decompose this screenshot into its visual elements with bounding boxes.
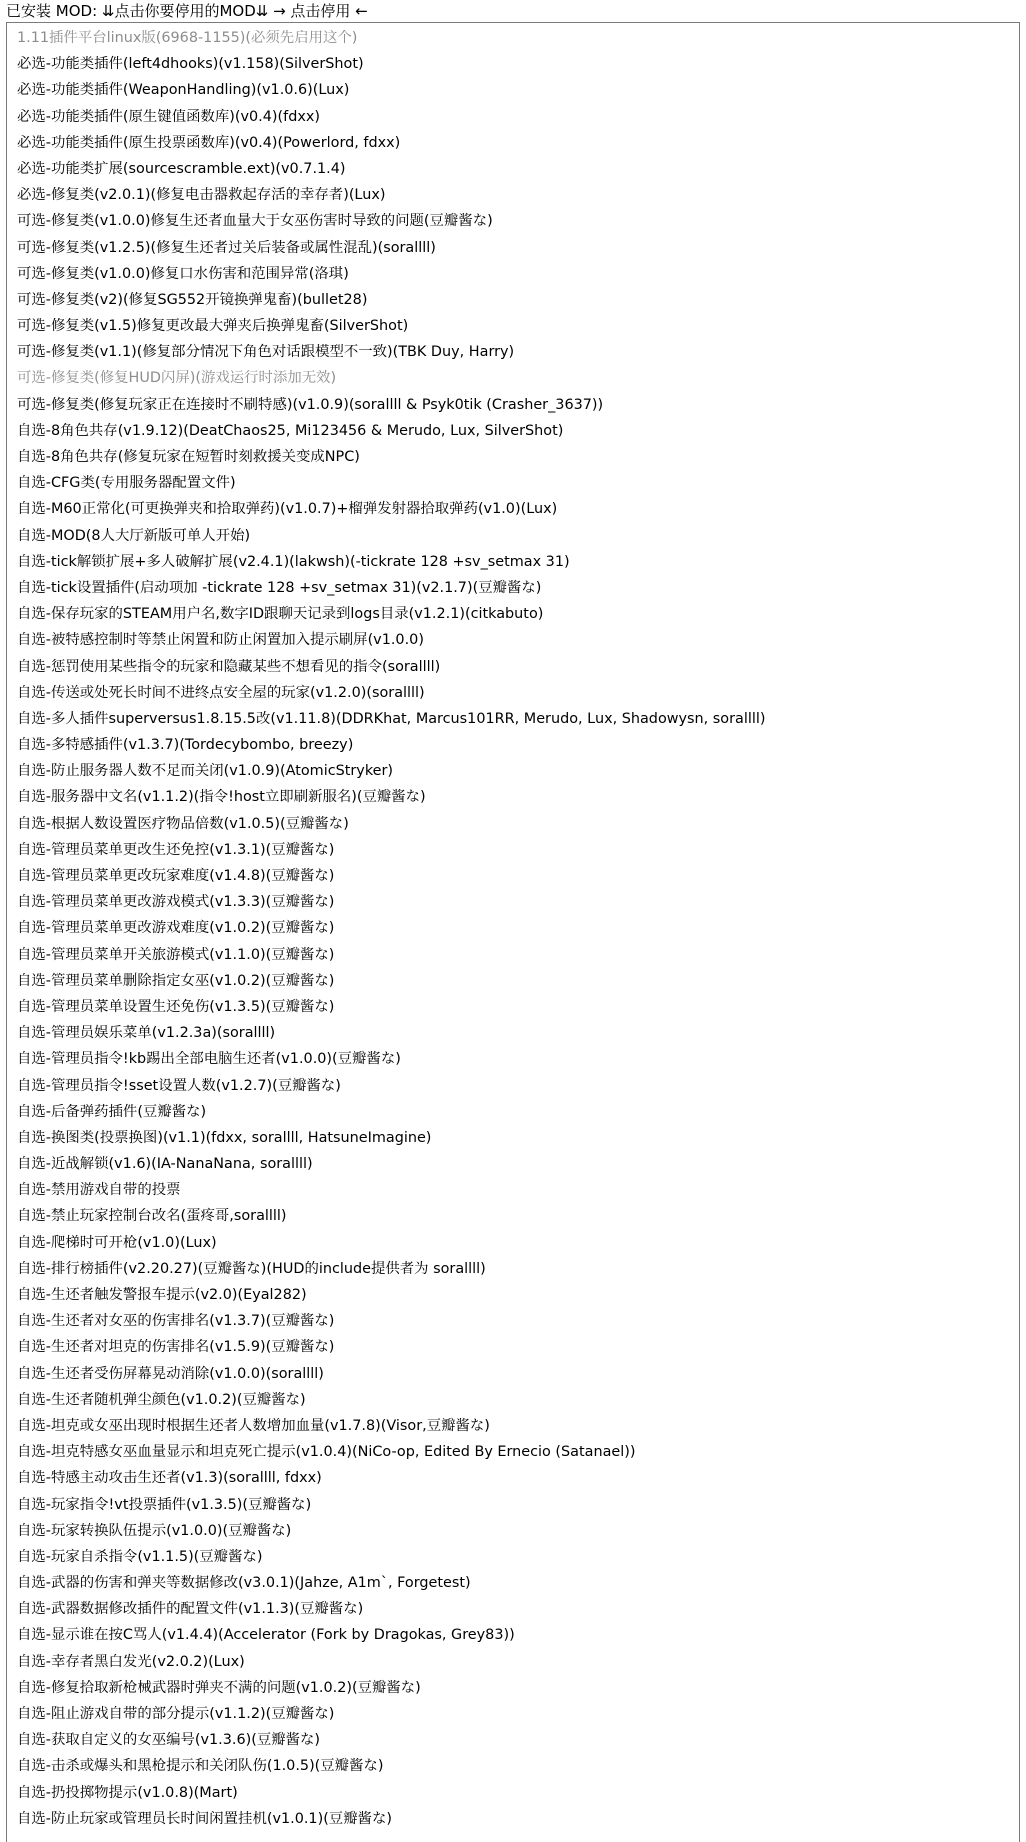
mod-list-item[interactable]: 自选-玩家转换队伍提示(v1.0.0)(豆瓣酱な) xyxy=(17,1522,292,1539)
mod-list-item[interactable]: 自选-多人插件superversus1.8.15.5改(v1.11.8)(DDRKhat, Marcus101RR, Merudo, Lux, Shadowysn, sorallll) xyxy=(17,710,766,727)
installed-mods-items xyxy=(7,25,1019,1832)
mod-list-item[interactable]: 自选-多特感插件(v1.3.7)(Tordecybombo, breezy) xyxy=(17,737,354,754)
mod-list-item[interactable]: 自选-防止玩家或管理员长时间闲置挂机(v1.0.1)(豆瓣酱な) xyxy=(17,1810,392,1827)
mod-list-item[interactable]: 自选-8角色共存(修复玩家在短暂时刻救援关变成NPC) xyxy=(17,449,360,465)
mod-list-item[interactable]: 自选-显示谁在按C骂人(v1.4.4)(Accelerator (Fork by Dragokas, Grey83)) xyxy=(17,1627,515,1644)
mod-list-item[interactable]: 自选-生还者受伤屏幕晃动消除(v1.0.0)(sorallll) xyxy=(17,1365,324,1382)
mod-list-item[interactable]: 自选-tick解锁扩展+多人破解扩展(v2.4.1)(lakwsh)(-tickrate 128 +sv_setmax 31) xyxy=(17,553,570,570)
mod-list-item[interactable]: 必选-功能类插件(left4dhooks)(v1.158)(SilverShot) xyxy=(17,56,364,73)
mod-list-item[interactable]: 自选-防止服务器人数不足而关闭(v1.0.9)(AtomicStryker) xyxy=(17,763,394,780)
mod-list-item[interactable]: 自选-击杀或爆头和黑枪提示和关闭队伤(1.0.5)(豆瓣酱な) xyxy=(17,1758,384,1775)
mod-list-item[interactable]: 自选-特感主动攻击生还者(v1.3)(sorallll, fdxx) xyxy=(17,1470,322,1487)
mod-list-item[interactable]: 必选-功能类插件(原生键值函数库)(v0.4)(fdxx) xyxy=(17,108,320,125)
mod-list-item[interactable]: 自选-管理员菜单设置生还免伤(v1.3.5)(豆瓣酱な) xyxy=(17,998,335,1015)
mod-list-item[interactable]: 必选-功能类插件(WeaponHandling)(v1.0.6)(Lux) xyxy=(17,82,350,99)
mod-list-item[interactable]: 自选-排行榜插件(v2.20.27)(豆瓣酱な)(HUD的include提供者为 sorallll) xyxy=(17,1260,486,1277)
mod-list-item[interactable]: 自选-玩家自杀指令(v1.1.5)(豆瓣酱な) xyxy=(17,1548,263,1565)
mod-list-item[interactable]: 自选-生还者随机弹尘颜色(v1.0.2)(豆瓣酱な) xyxy=(17,1391,306,1408)
mod-list-item[interactable]: 自选-生还者对女巫的伤害排名(v1.3.7)(豆瓣酱な) xyxy=(17,1313,335,1330)
installed-mods-header: 已安装 MOD: ⇊点击你要停用的MOD⇊ → 点击停用 ← xyxy=(6,2,368,20)
mod-list-item[interactable]: 自选-武器数据修改插件的配置文件(v1.1.3)(豆瓣酱な) xyxy=(17,1601,364,1618)
mod-list-item[interactable]: 自选-换图类(投票换图)(v1.1)(fdxx, sorallll, HatsuneImagine) xyxy=(17,1129,432,1146)
mod-list-item[interactable]: 自选-获取自定义的女巫编号(v1.3.6)(豆瓣酱な) xyxy=(17,1732,321,1749)
mod-list-item[interactable]: 自选-M60正常化(可更换弹夹和拾取弹药)(v1.0.7)+榴弹发射器拾取弹药(v1.0)(Lux) xyxy=(17,501,558,518)
mod-list-item[interactable]: 自选-生还者对坦克的伤害排名(v1.5.9)(豆瓣酱な) xyxy=(17,1339,335,1356)
mod-list-item[interactable]: 自选-玩家指令!vt投票插件(v1.3.5)(豆瓣酱な) xyxy=(17,1496,312,1513)
mod-list-item[interactable]: 自选-管理员娱乐菜单(v1.2.3a)(sorallll) xyxy=(17,1025,276,1042)
mod-list-item[interactable]: 可选-修复类(修复HUD闪屏)(游戏运行时添加无效) xyxy=(17,370,337,387)
mod-list-item[interactable]: 自选-管理员菜单更改游戏难度(v1.0.2)(豆瓣酱な) xyxy=(17,920,335,937)
mod-list-item[interactable]: 自选-传送或处死长时间不进终点安全屋的玩家(v1.2.0)(sorallll) xyxy=(17,684,425,701)
mod-list-item[interactable]: 自选-MOD(8人大厅新版可单人开始) xyxy=(17,527,251,544)
mod-list-item[interactable]: 自选-禁用游戏自带的投票 xyxy=(17,1182,181,1199)
mod-list-item[interactable]: 自选-被特感控制时等禁止闲置和防止闲置加入提示刷屏(v1.0.0) xyxy=(17,632,424,649)
mod-list-item[interactable]: 必选-功能类插件(原生投票函数库)(v0.4)(Powerlord, fdxx) xyxy=(17,134,401,151)
mod-list-item[interactable]: 自选-管理员菜单开关旅游模式(v1.1.0)(豆瓣酱な) xyxy=(17,946,335,963)
mod-list-item[interactable]: 必选-功能类扩展(sourcescramble.ext)(v0.7.1.4) xyxy=(17,160,346,177)
mod-list-item[interactable]: 自选-管理员指令!kb踢出全部电脑生还者(v1.0.0)(豆瓣酱な) xyxy=(17,1051,401,1068)
mod-list-item[interactable]: 可选-修复类(v1.2.5)(修复生还者过关后装备或属性混乱)(sorallll) xyxy=(17,239,436,256)
mod-list-item[interactable]: 自选-管理员指令!sset设置人数(v1.2.7)(豆瓣酱な) xyxy=(17,1077,341,1094)
mod-list-item[interactable]: 自选-惩罚使用某些指令的玩家和隐藏某些不想看见的指令(sorallll) xyxy=(17,658,441,675)
mod-list-item[interactable]: 可选-修复类(v1.1)(修复部分情况下角色对话跟模型不一致)(TBK Duy, Harry) xyxy=(17,344,515,361)
mod-list-item[interactable]: 可选-修复类(修复玩家正在连接时不刷特感)(v1.0.9)(sorallll & Psyk0tik (Crasher_3637)) xyxy=(17,396,604,413)
mod-list-item[interactable]: 自选-后备弹药插件(豆瓣酱な) xyxy=(17,1103,207,1120)
installed-mods-list[interactable] xyxy=(6,22,1020,1842)
mod-list-item[interactable]: 自选-修复拾取新枪械武器时弹夹不满的问题(v1.0.2)(豆瓣酱な) xyxy=(17,1679,421,1696)
mod-list-item[interactable]: 自选-扔投掷物提示(v1.0.8)(Mart) xyxy=(17,1784,238,1801)
mod-list-item[interactable]: 自选-近战解锁(v1.6)(IA-NanaNana, sorallll) xyxy=(17,1156,313,1173)
mod-list-item[interactable]: 自选-管理员菜单更改玩家难度(v1.4.8)(豆瓣酱な) xyxy=(17,868,335,884)
mod-list-item[interactable]: 可选-修复类(v2)(修复SG552开镜换弹鬼畜)(bullet28) xyxy=(17,291,368,308)
mod-list-item[interactable]: 自选-爬梯时可开枪(v1.0)(Lux) xyxy=(17,1234,217,1251)
mod-list-item[interactable]: 自选-保存玩家的STEAM用户名,数字ID跟聊天记录到logs目录(v1.2.1)(citkabuto) xyxy=(17,606,544,623)
mod-list-item[interactable]: 自选-生还者触发警报车提示(v2.0)(Eyal282) xyxy=(17,1287,307,1303)
mod-list-item[interactable]: 自选-8角色共存(v1.9.12)(DeatChaos25, Mi123456 & Merudo, Lux, SilverShot) xyxy=(17,422,564,439)
mod-list-item[interactable]: 自选-坦克或女巫出现时根据生还者人数增加血量(v1.7.8)(Visor,豆瓣酱な) xyxy=(17,1417,490,1434)
mod-list-item[interactable]: 自选-武器的伤害和弹夹等数据修改(v3.0.1)(Jahze, A1m`, Forgetest) xyxy=(17,1575,471,1592)
mod-list-item[interactable]: 自选-阻止游戏自带的部分提示(v1.1.2)(豆瓣酱な) xyxy=(17,1706,335,1722)
mod-list-item[interactable]: 自选-管理员菜单更改生还免控(v1.3.1)(豆瓣酱な) xyxy=(17,841,335,858)
mod-list-item[interactable]: 自选-坦克特感女巫血量显示和坦克死亡提示(v1.0.4)(NiCo-op, Edited By Ernecio (Satanael)) xyxy=(17,1444,636,1461)
mod-list-item[interactable]: 自选-管理员菜单更改游戏模式(v1.3.3)(豆瓣酱な) xyxy=(17,894,335,911)
mod-list-item[interactable]: 自选-tick设置插件(启动项加 -tickrate 128 +sv_setmax 31)(v2.1.7)(豆瓣酱な) xyxy=(17,579,542,596)
mod-list-item[interactable]: 可选-修复类(v1.0.0)修复口水伤害和范围异常(洛琪) xyxy=(17,265,349,282)
mod-list-item[interactable]: 自选-根据人数设置医疗物品倍数(v1.0.5)(豆瓣酱な) xyxy=(17,815,349,832)
mod-list-item[interactable]: 自选-管理员菜单删除指定女巫(v1.0.2)(豆瓣酱な) xyxy=(17,972,335,989)
mod-list-item[interactable]: 必选-修复类(v2.0.1)(修复电击器救起存活的幸存者)(Lux) xyxy=(17,187,386,204)
mod-list-item[interactable]: 1.11插件平台linux版(6968-1155)(必须先启用这个) xyxy=(17,30,358,46)
mod-list-item[interactable]: 自选-禁止玩家控制台改名(蛋疼哥,sorallll) xyxy=(17,1208,287,1225)
mod-list-item[interactable]: 可选-修复类(v1.0.0)修复生还者血量大于女巫伤害时导致的问题(豆瓣酱な) xyxy=(17,213,493,230)
mod-list-item[interactable]: 自选-幸存者黑白发光(v2.0.2)(Lux) xyxy=(17,1653,245,1670)
mod-list-item[interactable]: 可选-修复类(v1.5)修复更改最大弹夹后换弹鬼畜(SilverShot) xyxy=(17,318,409,335)
mod-list-item[interactable]: 自选-CFG类(专用服务器配置文件) xyxy=(17,475,236,492)
mod-list-item[interactable]: 自选-服务器中文名(v1.1.2)(指令!host立即刷新服名)(豆瓣酱な) xyxy=(17,789,426,806)
